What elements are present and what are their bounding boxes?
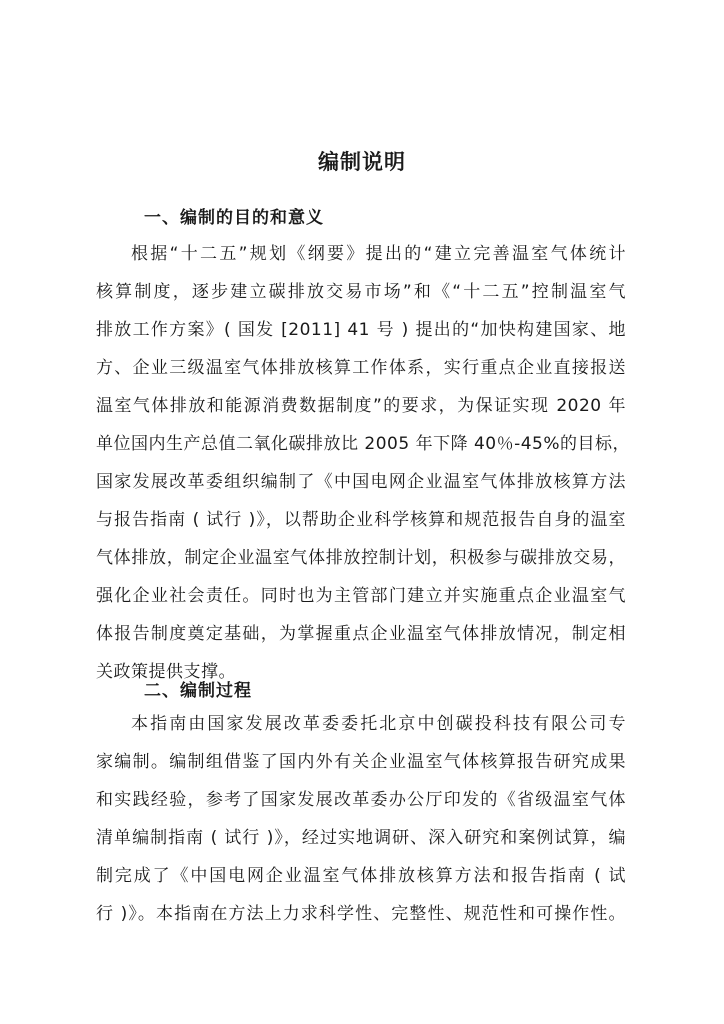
section-heading-purpose: 一、编制的目的和意义 [144, 208, 324, 228]
paragraph-line: 关政策提供支撑。 [96, 662, 236, 682]
paragraph-line: 制完成了《中国电网企业温室气体排放核算方法和报告指南 ( 试 [96, 866, 626, 886]
paragraph-line: 根据“十二五”规划《纲要》提出的“建立完善温室气体统计 [131, 244, 626, 264]
paragraph-line: 方、企业三级温室气体排放核算工作体系，实行重点企业直接报送 [96, 358, 626, 378]
paragraph-line: 气体排放，制定企业温室气体排放控制计划，积极参与碳排放交易， [96, 548, 626, 568]
paragraph-line: 单位国内生产总值二氧化碳排放比 2005 年下降 40％-45%的目标， [96, 434, 631, 454]
paragraph-line: 行 )》。本指南在方法上力求科学性、完整性、规范性和可操作性。 [96, 904, 626, 924]
paragraph-line: 体报告制度奠定基础，为掌握重点企业温室气体排放情况，制定相 [96, 624, 626, 644]
paragraph-line: 与报告指南 ( 试行 )》，以帮助企业科学核算和规范报告自身的温室 [96, 510, 626, 530]
paragraph-line: 国家发展改革委组织编制了《中国电网企业温室气体排放核算方法 [96, 472, 626, 492]
paragraph-line: 温室气体排放和能源消费数据制度”的要求，为保证实现 2020 年 [96, 396, 626, 416]
paragraph-line: 核算制度，逐步建立碳排放交易市场”和《“十二五”控制温室气 [96, 282, 626, 302]
paragraph-line: 清单编制指南 ( 试行 )》，经过实地调研、深入研究和案例试算，编 [96, 828, 626, 848]
document-title: 编制说明 [318, 150, 406, 174]
paragraph-line: 家编制。编制组借鉴了国内外有关企业温室气体核算报告研究成果 [96, 752, 626, 772]
paragraph-line: 和实践经验，参考了国家发展改革委办公厅印发的《省级温室气体 [96, 790, 626, 810]
paragraph-line: 强化企业社会责任。同时也为主管部门建立并实施重点企业温室气 [96, 586, 626, 606]
paragraph-line: 本指南由国家发展改革委委托北京中创碳投科技有限公司专 [131, 714, 626, 734]
paragraph-line: 排放工作方案》( 国发 [2011] 41 号 ) 提出的“加快构建国家、地 [96, 320, 626, 340]
section-heading-process: 二、编制过程 [144, 681, 252, 701]
